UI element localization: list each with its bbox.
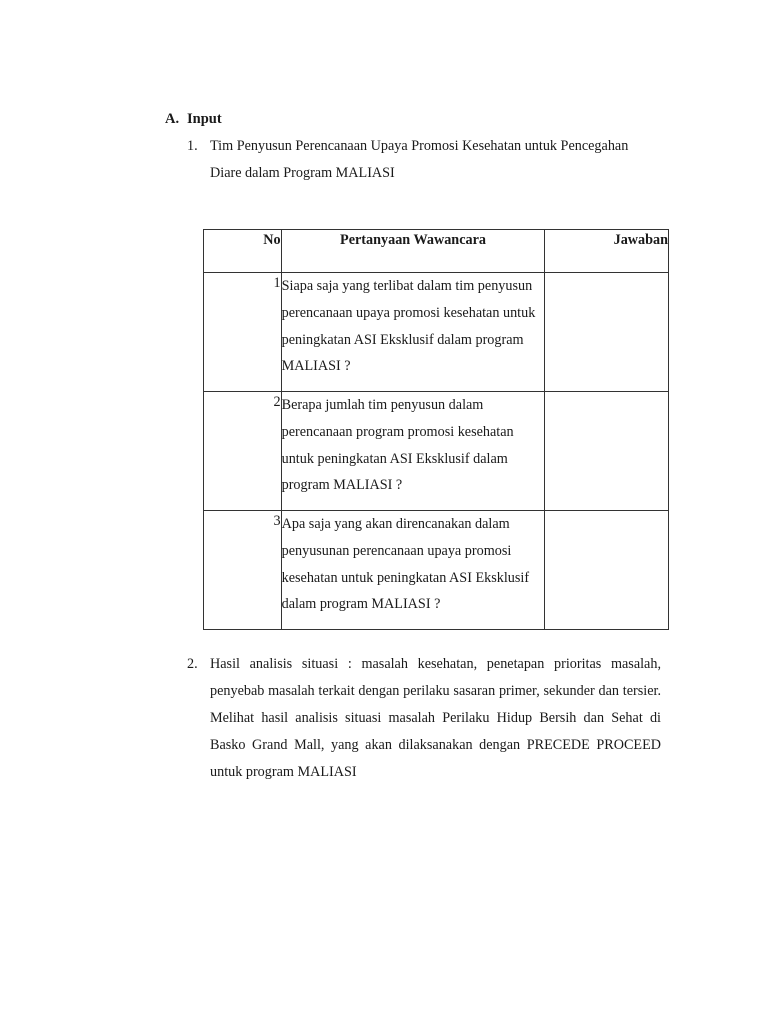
cell-question: Berapa jumlah tim penyusun dalam perencanaan program promosi kesehatan untuk peningkatan ASI Eksklusif dalam program MALIASI ? [281, 392, 545, 511]
list-item-1 [187, 133, 661, 187]
cell-no: 1 [204, 273, 282, 392]
table-header-row [204, 230, 669, 273]
cell-no: 3 [204, 511, 282, 630]
list-item-2 [187, 651, 661, 786]
cell-answer [545, 273, 669, 392]
list-item-number: 2. [187, 656, 198, 672]
header-question: Pertanyaan Wawancara [281, 230, 545, 273]
cell-answer [545, 511, 669, 630]
interview-table [203, 229, 669, 630]
header-answer: Jawaban [545, 230, 669, 273]
list-item-text: Tim Penyusun Perencanaan Upaya Promosi Kesehatan untuk Pencegahan Diare dalam Program MALIASI [210, 138, 629, 181]
cell-question: Siapa saja yang terlibat dalam tim penyusun perencanaan upaya promosi kesehatan untuk peningkatan ASI Eksklusif dalam program MALIASI ? [281, 273, 545, 392]
cell-answer [545, 392, 669, 511]
section-title: Input [187, 111, 222, 127]
table-row [204, 511, 669, 630]
section-letter: A. [165, 111, 180, 127]
list-item-text: Hasil analisis situasi : masalah kesehatan, penetapan prioritas masalah, penyebab masalah terkait dengan perilaku sasaran primer, sekunder dan tersier. Melihat hasil analisis situasi masalah Perilaku Hidup Bersih dan Sehat di Basko Grand Mall, yang akan dilaksanakan dengan PRECEDE PROCEED untuk program MALIASI [210, 656, 661, 780]
cell-question: Apa saja yang akan direncanakan dalam penyusunan perencanaan upaya promosi kesehatan untuk peningkatan ASI Eksklusif dalam program MALIASI ? [281, 511, 545, 630]
section-heading [165, 109, 222, 129]
list-item-number: 1. [187, 138, 198, 154]
cell-no: 2 [204, 392, 282, 511]
header-no: No [204, 230, 282, 273]
table-row [204, 392, 669, 511]
table-row [204, 273, 669, 392]
